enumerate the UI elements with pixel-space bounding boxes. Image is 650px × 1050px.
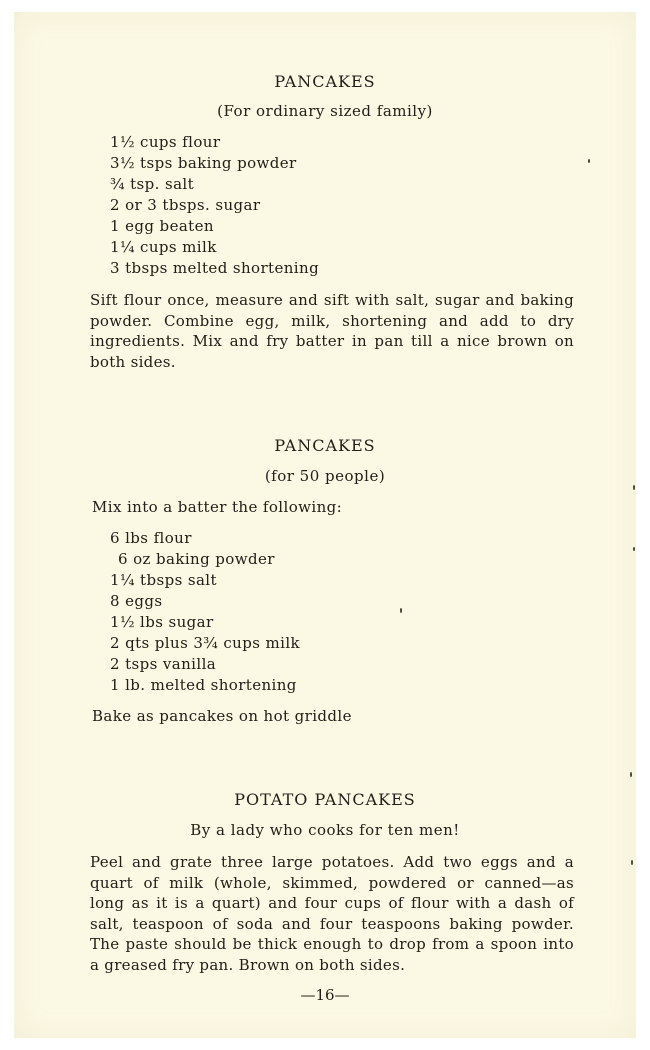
paper-speck [400,608,402,613]
cookbook-page [14,12,636,1038]
paper-speck [588,159,590,163]
ingredient-line: 6 lbs flour [110,529,192,547]
recipe-title: PANCAKES [274,72,376,91]
ingredient-line: 1½ cups flour [110,133,221,151]
paper-speck [633,485,635,490]
paper-speck [630,772,632,777]
ingredient-line: 1 lb. melted shortening [110,676,297,694]
recipe-intro: Mix into a batter the following: [92,498,343,516]
paper-speck [633,547,635,551]
ingredient-line: ¾ tsp. salt [110,175,195,193]
ingredient-line: 1¼ tbsps salt [110,571,217,589]
recipe-subtitle: By a lady who cooks for ten men! [190,821,460,839]
ingredient-line: 8 eggs [110,592,163,610]
page-number: —16— [300,986,350,1004]
ingredient-line: 2 or 3 tbsps. sugar [110,196,261,214]
recipe-directions: Bake as pancakes on hot griddle [92,707,352,725]
paper-speck [631,860,633,865]
recipe-subtitle: (For ordinary sized family) [217,102,433,120]
ingredient-line: 3 tbsps melted shortening [110,259,320,277]
ingredient-line: 6 oz baking powder [118,550,275,568]
recipe-title: PANCAKES [274,436,376,455]
ingredient-line: 1 egg beaten [110,217,214,235]
ingredient-line: 1¼ cups milk [110,238,217,256]
ingredient-line: 2 tsps vanilla [110,655,217,673]
ingredient-line: 2 qts plus 3¾ cups milk [110,634,301,652]
recipe-title: POTATO PANCAKES [234,790,416,809]
recipe-directions: Peel and grate three large potatoes. Add two eggs and a quart of milk (whole, skimmed, powdered or canned—as long as it is a quart) and four cups of flour with a dash of salt, teaspoon of soda and four teaspoons baking powder. The paste should be thick enough to drop from a spoon into a greased fry pan. Brown on both sides. [90,853,574,974]
ingredient-line: 1½ lbs sugar [110,613,214,631]
recipe-subtitle: (for 50 people) [264,467,386,485]
recipe-directions: Sift flour once, measure and sift with salt, sugar and baking powder. Combine egg, milk, shortening and add to dry ingredients. Mix and fry batter in pan till a nice brown on both sides. [90,291,574,371]
ingredient-line: 3½ tsps baking powder [110,154,297,172]
